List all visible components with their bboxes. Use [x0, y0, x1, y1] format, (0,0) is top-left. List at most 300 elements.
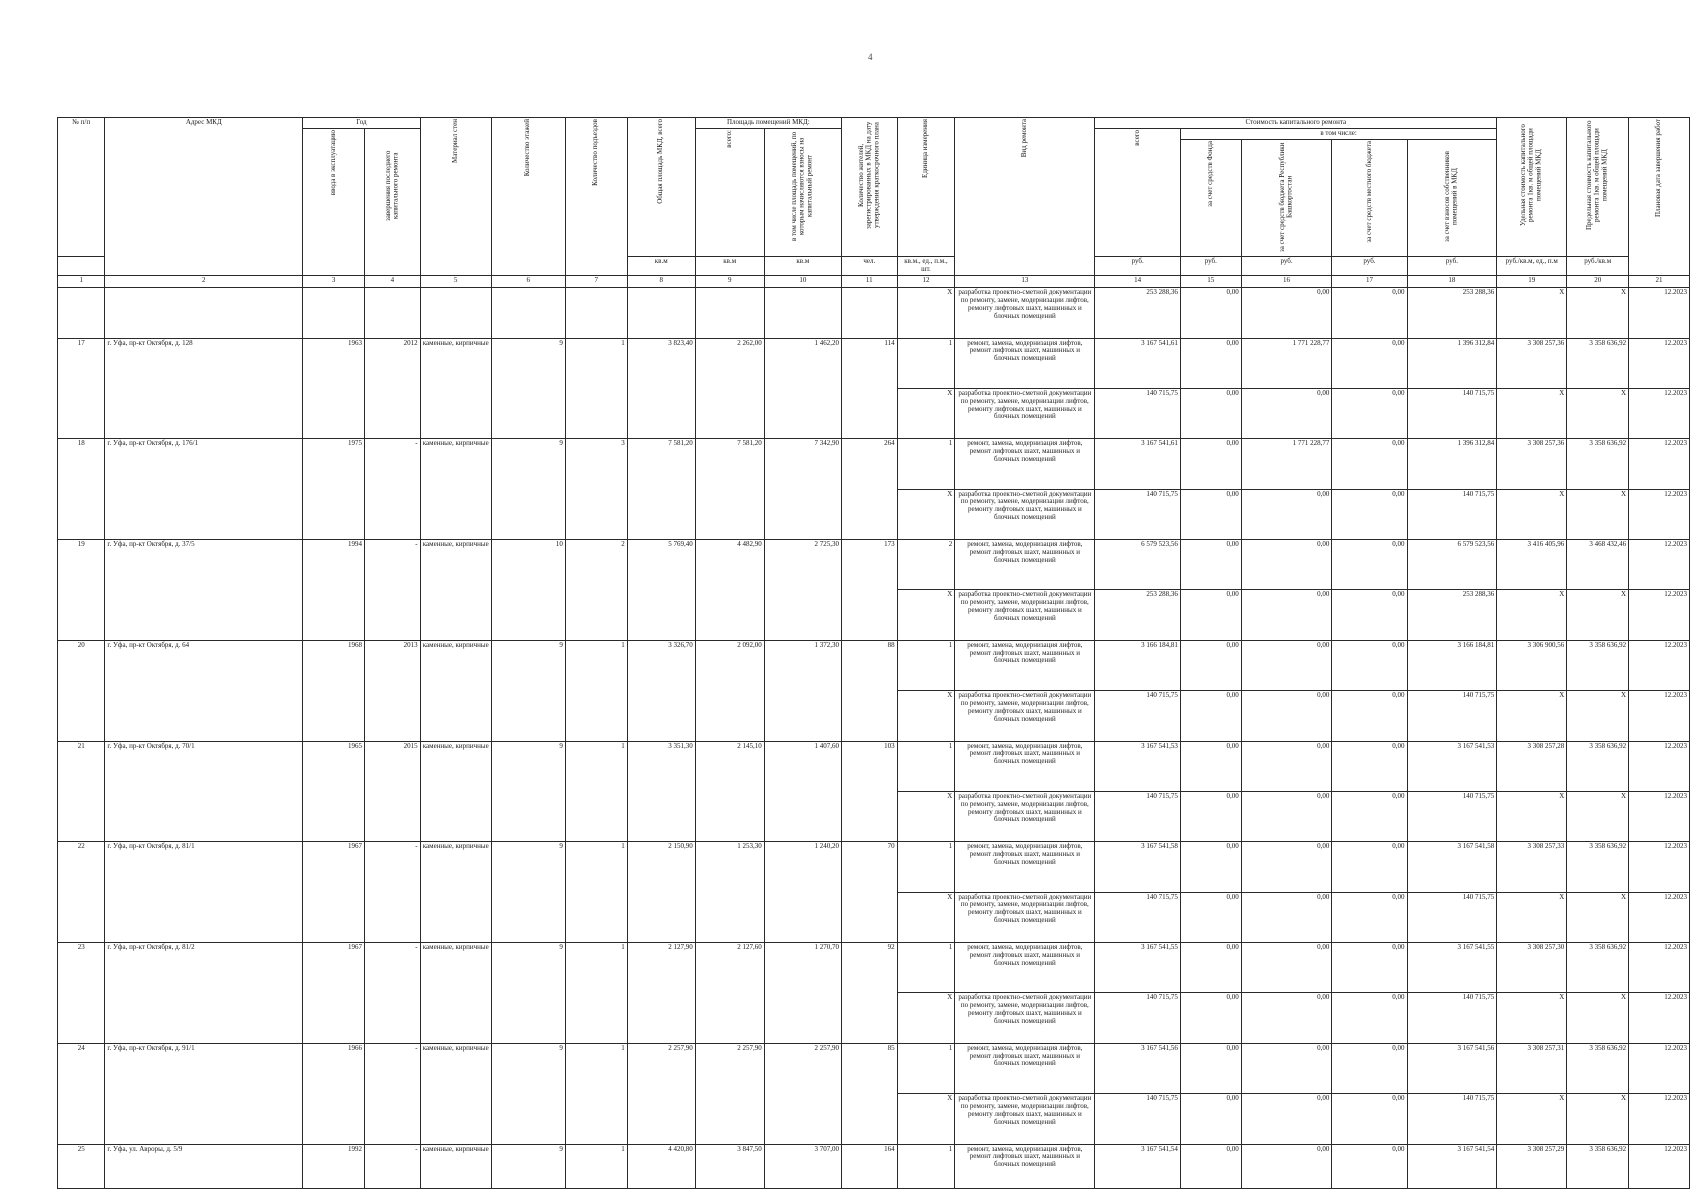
row-number: 22 [58, 842, 105, 943]
unit-cost-value: X [1497, 1094, 1567, 1144]
cost-local-value: 0,00 [1332, 741, 1407, 791]
year-commission: 1967 [303, 943, 365, 1044]
empty-cell [420, 288, 491, 338]
work-type-text: разработка проектно-сметной документации по ремонту, замене, модернизации лифтов, ремонту лифтовых шахт, машинных и блочных помещений [955, 1094, 1095, 1144]
cost-total-value: 140 715,75 [1095, 489, 1181, 539]
unit-measure-value: X [897, 1094, 955, 1144]
entrances: 1 [565, 1144, 627, 1188]
total-area: 4 420,80 [627, 1144, 695, 1188]
column-number: 17 [1332, 276, 1407, 288]
entrances: 1 [565, 842, 627, 943]
premises-total: 3 847,50 [695, 1144, 764, 1188]
premises-repair: 1 240,20 [764, 842, 841, 943]
header-year-last-repair [365, 128, 421, 275]
unit-measure-value: 1 [897, 943, 955, 993]
column-number: 11 [841, 276, 897, 288]
premises-total: 1 253,30 [695, 842, 764, 943]
unit-measure-value: X [897, 691, 955, 741]
cost-republic-value: 0,00 [1241, 791, 1332, 841]
max-cost-value: 3 358 636,92 [1567, 338, 1629, 388]
cost-local-value: 0,00 [1332, 388, 1407, 438]
header-premises-total-text: всего: [724, 129, 733, 148]
row-number: 20 [58, 640, 105, 741]
header-cost-owners-text: за счет взносов собственников помещений в МКД [1443, 151, 1459, 243]
entrances: 1 [565, 741, 627, 842]
cost-local-value: 0,00 [1332, 993, 1407, 1043]
max-cost-value: 3 358 636,92 [1567, 1144, 1629, 1188]
year-commission: 1994 [303, 540, 365, 641]
empty-cell [627, 288, 695, 338]
header-wall-material [420, 118, 491, 276]
row-number: 17 [58, 338, 105, 439]
work-type-text: ремонт, замена, модернизация лифтов, ремонт лифтовых шахт, машинных и блочных помещений [955, 640, 1095, 690]
work-type-text: разработка проектно-сметной документации по ремонту, замене, модернизации лифтов, ремонту лифтовых шахт, машинных и блочных помещений [955, 892, 1095, 942]
total-area: 3 823,40 [627, 338, 695, 439]
cost-owners-value: 1 396 312,84 [1407, 439, 1497, 489]
residents: 164 [841, 1144, 897, 1188]
empty-cell [365, 288, 421, 338]
header-num: № п/п [58, 118, 105, 257]
cost-fund-value: 0,00 [1180, 943, 1241, 993]
wall-material: каменные, кирпичные [420, 1043, 491, 1144]
cost-fund-value: 0,00 [1180, 540, 1241, 590]
cost-republic-value: 0,00 [1241, 489, 1332, 539]
header-unit [897, 118, 955, 257]
table-row [58, 640, 1690, 690]
cost-total-value: 140 715,75 [1095, 691, 1181, 741]
cost-local-value: 0,00 [1332, 338, 1407, 388]
address: г. Уфа, ул. Авроры, д. 5/9 [105, 1144, 303, 1188]
max-cost-value: X [1567, 691, 1629, 741]
total-area: 3 326,70 [627, 640, 695, 741]
address: г. Уфа, пр-кт Октября, д. 37/5 [105, 540, 303, 641]
cost-total-value: 6 579 523,56 [1095, 540, 1181, 590]
capital-repair-plan-table [57, 117, 1690, 1189]
year-last-repair: - [365, 439, 421, 540]
cost-republic-value: 0,00 [1241, 691, 1332, 741]
header-year-group: Год [303, 118, 420, 129]
unit-measure-value: X [897, 388, 955, 438]
row-number: 25 [58, 1144, 105, 1188]
wall-material: каменные, кирпичные [420, 943, 491, 1044]
cost-local-value: 0,00 [1332, 892, 1407, 942]
cost-total-value: 253 288,36 [1095, 590, 1181, 640]
unit-label: кв.м [695, 257, 764, 276]
unit-label: кв.м [764, 257, 841, 276]
header-floors-text: Количество этажей [523, 119, 532, 177]
wall-material: каменные, кирпичные [420, 1144, 491, 1188]
year-last-repair: 2013 [365, 640, 421, 741]
header-cost-incl: в том числе: [1180, 128, 1496, 139]
cost-owners-value: 140 715,75 [1407, 993, 1497, 1043]
unit-label: руб./кв.м [1567, 257, 1629, 276]
planned-date-value: 12.2023 [1629, 590, 1690, 640]
column-number: 7 [565, 276, 627, 288]
max-cost-value: 3 358 636,92 [1567, 741, 1629, 791]
cost-owners-value: 3 166 184,81 [1407, 640, 1497, 690]
cost-owners-value: 140 715,75 [1407, 892, 1497, 942]
cost-owners-value: 3 167 541,55 [1407, 943, 1497, 993]
floors: 9 [491, 741, 565, 842]
header-premises-total [695, 128, 764, 257]
unit-label: руб. [1180, 257, 1241, 276]
address: г. Уфа, пр-кт Октября, д. 70/1 [105, 741, 303, 842]
header-work-type [955, 118, 1095, 276]
cost-owners-value: 3 167 541,58 [1407, 842, 1497, 892]
cost-owners-value: 3 167 541,56 [1407, 1043, 1497, 1093]
header-year-last-repair-text: завершения последнего капитального ремонта [383, 150, 400, 222]
address: г. Уфа, пр-кт Октября, д. 64 [105, 640, 303, 741]
column-number: 9 [695, 276, 764, 288]
column-number: 3 [303, 276, 365, 288]
column-number: 6 [491, 276, 565, 288]
year-commission: 1975 [303, 439, 365, 540]
table-row [58, 741, 1690, 791]
header-cost-republic-text: за счет средств бюджета Республики Башкортостан [1277, 141, 1294, 252]
empty-cell [58, 288, 105, 338]
unit-measure-value: 1 [897, 439, 955, 489]
address: г. Уфа, пр-кт Октября, д. 91/1 [105, 1043, 303, 1144]
wall-material: каменные, кирпичные [420, 540, 491, 641]
cost-total-value: 3 167 541,55 [1095, 943, 1181, 993]
unit-measure-value: X [897, 288, 955, 338]
work-type-text: ремонт, замена, модернизация лифтов, ремонт лифтовых шахт, машинных и блочных помещений [955, 741, 1095, 791]
header-cost-local-text: за счет средств местного бюджета [1364, 140, 1373, 243]
cost-fund-value: 0,00 [1180, 338, 1241, 388]
planned-date-value: 12.2023 [1629, 691, 1690, 741]
column-number: 5 [420, 276, 491, 288]
header-cost-owners [1407, 139, 1497, 257]
table-row [58, 943, 1690, 993]
header-residents [841, 118, 897, 257]
residents: 70 [841, 842, 897, 943]
wall-material: каменные, кирпичные [420, 842, 491, 943]
premises-repair: 1 270,70 [764, 943, 841, 1044]
floors: 9 [491, 842, 565, 943]
header-max-cost-text: Предельная стоимость капитального ремонта 1кв. м общей площади помещений МКД [1585, 120, 1609, 230]
unit-cost-value: 3 416 405,96 [1497, 540, 1567, 590]
cost-local-value: 0,00 [1332, 791, 1407, 841]
total-area: 7 581,20 [627, 439, 695, 540]
cost-republic-value: 0,00 [1241, 640, 1332, 690]
cost-total-value: 140 715,75 [1095, 791, 1181, 841]
total-area: 3 351,30 [627, 741, 695, 842]
unit-cost-value: X [1497, 993, 1567, 1043]
premises-repair: 1 407,60 [764, 741, 841, 842]
premises-repair: 7 342,90 [764, 439, 841, 540]
unit-measure-value: X [897, 489, 955, 539]
cost-republic-value: 0,00 [1241, 943, 1332, 993]
work-type-text: ремонт, замена, модернизация лифтов, ремонт лифтовых шахт, машинных и блочных помещений [955, 1043, 1095, 1093]
max-cost-value: 3 358 636,92 [1567, 640, 1629, 690]
cost-total-value: 3 166 184,81 [1095, 640, 1181, 690]
work-type-text: ремонт, замена, модернизация лифтов, ремонт лифтовых шахт, машинных и блочных помещений [955, 338, 1095, 388]
premises-total: 4 482,90 [695, 540, 764, 641]
entrances: 2 [565, 540, 627, 641]
year-last-repair: - [365, 1144, 421, 1188]
work-type-text: ремонт, замена, модернизация лифтов, ремонт лифтовых шахт, машинных и блочных помещений [955, 540, 1095, 590]
planned-date-value: 12.2023 [1629, 640, 1690, 690]
address: г. Уфа, пр-кт Октября, д. 176/1 [105, 439, 303, 540]
header-cost-total-text: всего [1132, 129, 1141, 146]
wall-material: каменные, кирпичные [420, 338, 491, 439]
work-type-text: разработка проектно-сметной документации по ремонту, замене, модернизации лифтов, ремонту лифтовых шахт, машинных и блочных помещений [955, 993, 1095, 1043]
planned-date-value: 12.2023 [1629, 943, 1690, 993]
cost-republic-value: 0,00 [1241, 1094, 1332, 1144]
table-row [58, 1043, 1690, 1093]
cost-republic-value: 0,00 [1241, 540, 1332, 590]
floors: 10 [491, 540, 565, 641]
max-cost-value: 3 358 636,92 [1567, 1043, 1629, 1093]
header-planned-date-text: Плановая дата завершения работ [1654, 119, 1663, 218]
cost-owners-value: 140 715,75 [1407, 691, 1497, 741]
empty-cell [491, 288, 565, 338]
unit-cost-value: X [1497, 892, 1567, 942]
premises-total: 2 262,00 [695, 338, 764, 439]
unit-cost-value: 3 306 900,56 [1497, 640, 1567, 690]
table-row [58, 439, 1690, 489]
cost-total-value: 140 715,75 [1095, 892, 1181, 942]
cost-fund-value: 0,00 [1180, 1094, 1241, 1144]
wall-material: каменные, кирпичные [420, 640, 491, 741]
planned-date-value: 12.2023 [1629, 1144, 1690, 1188]
cost-local-value: 0,00 [1332, 1144, 1407, 1188]
planned-date-value: 12.2023 [1629, 791, 1690, 841]
cost-local-value: 0,00 [1332, 590, 1407, 640]
cost-fund-value: 0,00 [1180, 741, 1241, 791]
cost-owners-value: 3 167 541,54 [1407, 1144, 1497, 1188]
max-cost-value: X [1567, 1094, 1629, 1144]
empty-cell [764, 288, 841, 338]
unit-measure-value: 1 [897, 1043, 955, 1093]
wall-material: каменные, кирпичные [420, 741, 491, 842]
header-planned-date [1629, 118, 1690, 276]
header-total-area-text: Общая площадь МКД, всего [656, 119, 665, 204]
column-number: 4 [365, 276, 421, 288]
header-cost-total [1095, 128, 1181, 257]
year-commission: 1967 [303, 842, 365, 943]
header-unit-cost-text: Удельная стоимость капитального ремонта 1кв. м общей площади помещений МКД [1519, 124, 1543, 226]
column-number: 16 [1241, 276, 1332, 288]
header-address: Адрес МКД [105, 118, 303, 276]
year-last-repair: 2012 [365, 338, 421, 439]
column-number: 14 [1095, 276, 1181, 288]
address: г. Уфа, пр-кт Октября, д. 81/1 [105, 842, 303, 943]
empty-cell [841, 288, 897, 338]
premises-repair: 1 372,30 [764, 640, 841, 741]
header-residents-text: Количество жителей, зарегистрированных в МКД на дату утверждения краткосрочного плана [856, 121, 881, 229]
unit-cost-value: X [1497, 791, 1567, 841]
cost-fund-value: 0,00 [1180, 993, 1241, 1043]
cost-fund-value: 0,00 [1180, 388, 1241, 438]
total-area: 2 257,90 [627, 1043, 695, 1144]
year-last-repair: - [365, 540, 421, 641]
cost-total-value: 253 288,36 [1095, 288, 1181, 338]
cost-fund-value: 0,00 [1180, 842, 1241, 892]
cost-fund-value: 0,00 [1180, 791, 1241, 841]
cost-total-value: 3 167 541,56 [1095, 1043, 1181, 1093]
header-floors [491, 118, 565, 276]
header-cost-republic [1241, 139, 1332, 257]
year-commission: 1968 [303, 640, 365, 741]
year-last-repair: - [365, 943, 421, 1044]
residents: 264 [841, 439, 897, 540]
unit-measure-value: 1 [897, 1144, 955, 1188]
cost-owners-value: 140 715,75 [1407, 388, 1497, 438]
cost-total-value: 3 167 541,53 [1095, 741, 1181, 791]
work-type-text: разработка проектно-сметной документации по ремонту, замене, модернизации лифтов, ремонту лифтовых шахт, машинных и блочных помещений [955, 691, 1095, 741]
row-number: 21 [58, 741, 105, 842]
cost-local-value: 0,00 [1332, 1043, 1407, 1093]
cost-owners-value: 140 715,75 [1407, 1094, 1497, 1144]
column-number: 15 [1180, 276, 1241, 288]
planned-date-value: 12.2023 [1629, 288, 1690, 338]
cost-local-value: 0,00 [1332, 288, 1407, 338]
header-premises-area-group: Площадь помещений МКД: [695, 118, 841, 129]
max-cost-value: 3 468 432,46 [1567, 540, 1629, 590]
planned-date-value: 12.2023 [1629, 540, 1690, 590]
cost-owners-value: 1 396 312,84 [1407, 338, 1497, 388]
column-number: 19 [1497, 276, 1567, 288]
premises-total: 2 257,90 [695, 1043, 764, 1144]
table-row [58, 842, 1690, 892]
row-number: 23 [58, 943, 105, 1044]
year-commission: 1992 [303, 1144, 365, 1188]
premises-total: 2 092,00 [695, 640, 764, 741]
work-type-text: разработка проектно-сметной документации по ремонту, замене, модернизации лифтов, ремонту лифтовых шахт, машинных и блочных помещений [955, 791, 1095, 841]
work-type-text: разработка проектно-сметной документации по ремонту, замене, модернизации лифтов, ремонту лифтовых шахт, машинных и блочных помещений [955, 590, 1095, 640]
unit-measure-value: 2 [897, 540, 955, 590]
cost-republic-value: 0,00 [1241, 1043, 1332, 1093]
cost-fund-value: 0,00 [1180, 288, 1241, 338]
header-year-commission [303, 128, 365, 275]
cost-local-value: 0,00 [1332, 691, 1407, 741]
max-cost-value: 3 358 636,92 [1567, 439, 1629, 489]
cost-total-value: 140 715,75 [1095, 993, 1181, 1043]
header-cost-fund [1180, 139, 1241, 257]
cost-local-value: 0,00 [1332, 842, 1407, 892]
entrances: 1 [565, 338, 627, 439]
year-last-repair: - [365, 1043, 421, 1144]
unit-measure-value: X [897, 590, 955, 640]
wall-material: каменные, кирпичные [420, 439, 491, 540]
header-premises-repair [764, 128, 841, 257]
cost-total-value: 140 715,75 [1095, 388, 1181, 438]
unit-cost-value: 3 308 257,33 [1497, 842, 1567, 892]
floors: 9 [491, 1043, 565, 1144]
year-commission: 1966 [303, 1043, 365, 1144]
max-cost-value: X [1567, 489, 1629, 539]
table-row [58, 288, 1690, 338]
year-commission: 1965 [303, 741, 365, 842]
unit-cost-value: X [1497, 489, 1567, 539]
year-last-repair: 2015 [365, 741, 421, 842]
planned-date-value: 12.2023 [1629, 1094, 1690, 1144]
residents: 92 [841, 943, 897, 1044]
column-number: 1 [58, 276, 105, 288]
header-unit-cost [1497, 118, 1567, 257]
header-entrances-text: Количество подъездов [591, 119, 600, 186]
unit-cost-value: 3 308 257,31 [1497, 1043, 1567, 1093]
cost-republic-value: 0,00 [1241, 1144, 1332, 1188]
cost-owners-value: 253 288,36 [1407, 288, 1497, 338]
planned-date-value: 12.2023 [1629, 741, 1690, 791]
planned-date-value: 12.2023 [1629, 439, 1690, 489]
cost-local-value: 0,00 [1332, 439, 1407, 489]
address: г. Уфа, пр-кт Октября, д. 81/2 [105, 943, 303, 1044]
unit-label: кв.м., ед., п.м., шт. [897, 257, 955, 276]
cost-total-value: 3 167 541,61 [1095, 439, 1181, 489]
cost-total-value: 140 715,75 [1095, 1094, 1181, 1144]
column-number: 20 [1567, 276, 1629, 288]
cost-local-value: 0,00 [1332, 540, 1407, 590]
work-type-text: разработка проектно-сметной документации по ремонту, замене, модернизации лифтов, ремонту лифтовых шахт, машинных и блочных помещений [955, 489, 1095, 539]
entrances: 1 [565, 1043, 627, 1144]
cost-local-value: 0,00 [1332, 640, 1407, 690]
year-last-repair: - [365, 842, 421, 943]
table-row [58, 540, 1690, 590]
floors: 9 [491, 640, 565, 741]
unit-label: руб./кв.м, ед., п.м [1497, 257, 1567, 276]
address: г. Уфа, пр-кт Октября, д. 128 [105, 338, 303, 439]
cost-republic-value: 1 771 228,77 [1241, 338, 1332, 388]
column-number: 2 [105, 276, 303, 288]
unit-cost-value: 3 308 257,28 [1497, 741, 1567, 791]
floors: 9 [491, 439, 565, 540]
cost-republic-value: 0,00 [1241, 842, 1332, 892]
cost-fund-value: 0,00 [1180, 590, 1241, 640]
cost-total-value: 3 167 541,54 [1095, 1144, 1181, 1188]
cost-total-value: 3 167 541,61 [1095, 338, 1181, 388]
header-total-area [627, 118, 695, 257]
empty-cell [695, 288, 764, 338]
max-cost-value: 3 358 636,92 [1567, 842, 1629, 892]
max-cost-value: X [1567, 590, 1629, 640]
cost-total-value: 3 167 541,58 [1095, 842, 1181, 892]
unit-cost-value: X [1497, 691, 1567, 741]
empty-cell [105, 288, 303, 338]
unit-measure-value: 1 [897, 640, 955, 690]
header-cost-local [1332, 139, 1407, 257]
max-cost-value: 3 358 636,92 [1567, 943, 1629, 993]
empty-cell [565, 288, 627, 338]
work-type-text: ремонт, замена, модернизация лифтов, ремонт лифтовых шахт, машинных и блочных помещений [955, 1144, 1095, 1188]
planned-date-value: 12.2023 [1629, 892, 1690, 942]
premises-total: 7 581,20 [695, 439, 764, 540]
unit-label: руб. [1095, 257, 1181, 276]
unit-measure-value: X [897, 791, 955, 841]
premises-total: 2 127,60 [695, 943, 764, 1044]
row-number: 24 [58, 1043, 105, 1144]
cost-owners-value: 140 715,75 [1407, 489, 1497, 539]
planned-date-value: 12.2023 [1629, 993, 1690, 1043]
cost-fund-value: 0,00 [1180, 892, 1241, 942]
premises-repair: 2 725,30 [764, 540, 841, 641]
cost-fund-value: 0,00 [1180, 439, 1241, 489]
column-number: 18 [1407, 276, 1497, 288]
units-num-blank [58, 257, 105, 276]
cost-republic-value: 0,00 [1241, 741, 1332, 791]
residents: 103 [841, 741, 897, 842]
premises-total: 2 145,10 [695, 741, 764, 842]
unit-cost-value: X [1497, 590, 1567, 640]
total-area: 2 127,90 [627, 943, 695, 1044]
cost-republic-value: 0,00 [1241, 590, 1332, 640]
premises-repair: 3 707,00 [764, 1144, 841, 1188]
work-type-text: ремонт, замена, модернизация лифтов, ремонт лифтовых шахт, машинных и блочных помещений [955, 842, 1095, 892]
header-wall-material-text: Материал стен [450, 119, 459, 163]
year-commission: 1963 [303, 338, 365, 439]
